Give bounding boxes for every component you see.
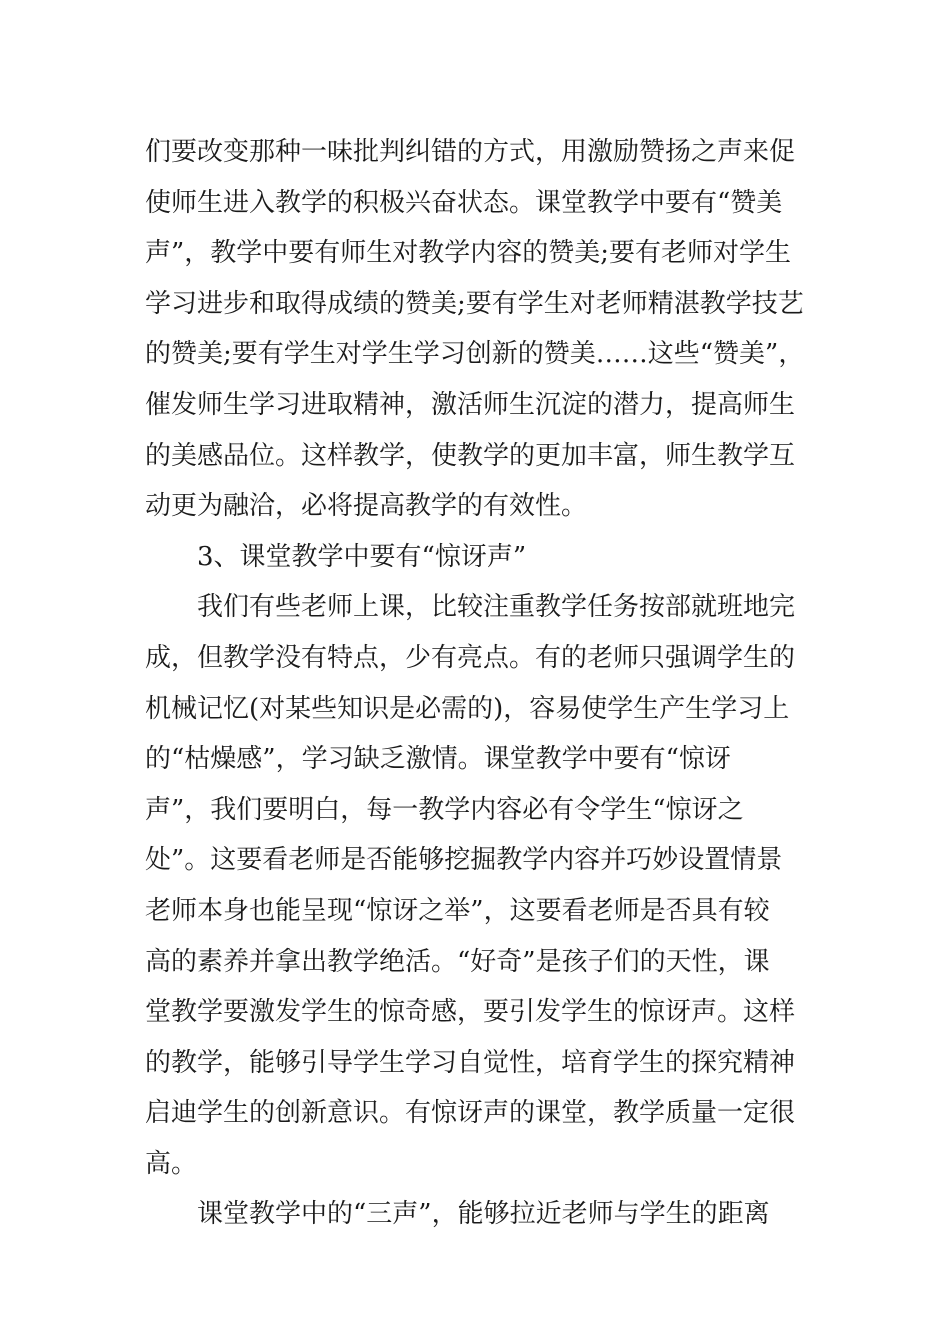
text-line: 的美感品位。这样教学，使教学的更加丰富，师生教学互: [145, 440, 796, 471]
text-line: 启迪学生的创新意识。有惊讶声的课堂，教学质量一定很: [145, 1098, 796, 1129]
text-line: 堂教学要激发学生的惊奇感，要引发学生的惊讶声。这样: [145, 997, 796, 1028]
text-line: 动更为融洽，必将提高教学的有效性。: [145, 491, 588, 522]
text-line: 3、课堂教学中要有“惊讶声”: [197, 541, 527, 572]
document-body: [145, 127, 815, 1240]
text-line: 们要改变那种一味批判纠错的方式，用激励赞扬之声来促: [145, 137, 796, 167]
text-line: 声”，教学中要有师生对教学内容的赞美;要有老师对学生: [145, 238, 792, 269]
text-line: 的教学，能够引导学生学习自觉性，培育学生的探究精神: [145, 1047, 796, 1078]
text-line: 机械记忆(对某些知识是必需的)，容易使学生产生学习上: [145, 693, 790, 724]
text-line: 使师生进入教学的积极兴奋状态。课堂教学中要有“赞美: [145, 187, 783, 218]
text-line: 我们有些老师上课，比较注重教学任务按部就班地完: [197, 592, 796, 623]
text-line: 催发师生学习进取精神，激活师生沉淀的潜力，提高师生: [145, 389, 796, 420]
text-line: 学习进步和取得成绩的赞美;要有学生对老师精湛教学技艺: [145, 288, 804, 319]
text-line: 声”，我们要明白，每一教学内容必有令学生“惊讶之: [145, 794, 744, 825]
text-line: 的赞美;要有学生对学生学习创新的赞美……这些“赞美”，: [145, 339, 805, 370]
text-line: 成，但教学没有特点，少有亮点。有的老师只强调学生的: [145, 642, 796, 673]
text-line: 老师本身也能呈现“惊讶之举”，这要看老师是否具有较: [145, 895, 770, 926]
text-line: 高的素养并拿出教学绝活。“好奇”是孩子们的天性，课: [145, 946, 770, 977]
text-line: 处”。这要看老师是否能够挖掘教学内容并巧妙设置情景: [145, 845, 783, 876]
text-line: 的“枯燥感”，学习缺乏激情。课堂教学中要有“惊讶: [145, 744, 731, 775]
text-line: 课堂教学中的“三声”，能够拉近老师与学生的距离: [197, 1199, 770, 1230]
text-line: 高。: [145, 1148, 198, 1179]
